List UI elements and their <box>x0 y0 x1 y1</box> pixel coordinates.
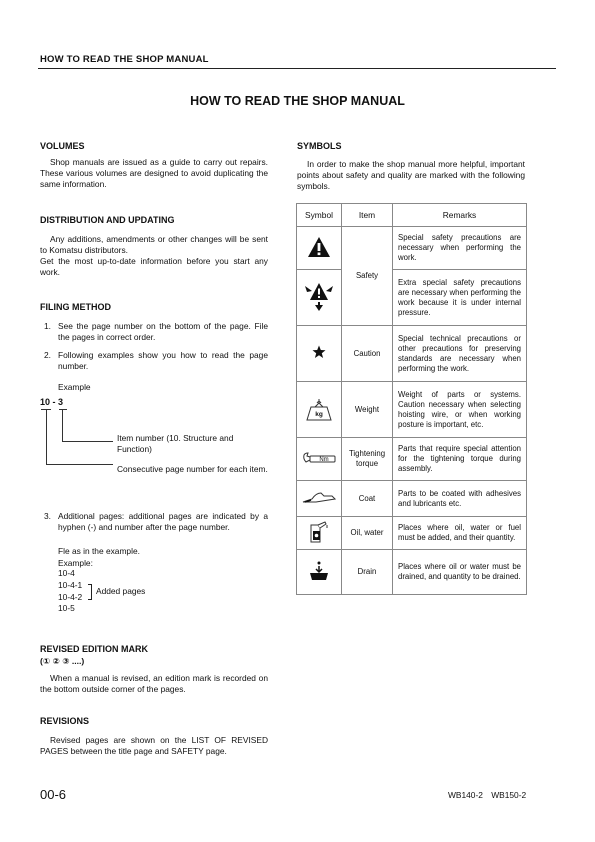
example-label: Example <box>58 382 91 392</box>
volumes-heading: VOLUMES <box>40 141 85 151</box>
coat-icon <box>302 490 336 504</box>
remarks-cell: Special safety precautions are necessary when performing the work. <box>393 227 527 270</box>
remarks-cell: Weight of parts or systems. Caution necessary when selecting hoisting wire, or when working posture is important, etc. <box>393 382 527 438</box>
table-row <box>297 517 527 550</box>
distribution-text-1: Any additions, amendments or other changes will be sent to Komatsu distributors. <box>40 234 268 255</box>
remarks-cell: Special technical precautions or other precautions for preserving standards are necessary when performing the work. <box>393 326 527 382</box>
remarks-cell: Places where oil or water must be drained, and quantity to be drained. <box>393 550 527 595</box>
remarks-cell: Parts that require special attention for the tightening torque during assembly. <box>393 438 527 481</box>
revised-mark-symbols: (① ② ③ ....) <box>40 656 85 666</box>
filing-item-3-num: 3. <box>44 511 51 521</box>
item-cell-oil-water: Oil, water <box>342 517 393 550</box>
bracket-line-left <box>46 409 47 464</box>
item-cell-caution: Caution <box>342 326 393 382</box>
added-page-4: 10-5 <box>58 603 75 613</box>
revised-mark-text: When a manual is revised, an edition mark is recorded on the bottom outside corner of the pages. <box>40 673 268 694</box>
label-consecutive: Consecutive page number for each item. <box>117 464 268 474</box>
filing-list-1 <box>40 321 268 343</box>
revised-mark-heading: REVISED EDITION MARK <box>40 644 149 654</box>
remarks-cell: Places where oil, water or fuel must be added, and their quantity. <box>393 517 527 550</box>
symbols-heading: SYMBOLS <box>297 141 342 151</box>
symbol-cell <box>297 517 342 550</box>
volumes-text: Shop manuals are issued as a guide to carry out repairs. These various volumes are designed to avoid duplicating the same information. <box>40 157 268 189</box>
filing-list-3 <box>40 511 268 533</box>
filing-heading: FILING METHOD <box>40 302 111 312</box>
filing-item-3-example: Example: <box>58 558 93 568</box>
table-row <box>297 481 527 517</box>
symbols-intro: In order to make the shop manual more helpful, important points about safety and quality are marked with the following symbols. <box>297 159 525 191</box>
table-row <box>297 382 527 438</box>
table-row <box>297 326 527 382</box>
table-row <box>297 550 527 595</box>
filing-list-2 <box>40 350 268 372</box>
added-page-2: 10-4-1 <box>58 580 83 590</box>
filing-item-1 <box>40 321 268 343</box>
filing-item-2-text: Following examples show you how to read the page number. <box>58 350 268 371</box>
header-rule <box>38 68 556 69</box>
filing-item-1-num: 1. <box>44 321 51 331</box>
weight-icon-label: kg <box>315 410 323 418</box>
label-item-number: Item number (10. Structure and Function) <box>117 433 234 454</box>
added-page-1: 10-4 <box>58 568 75 578</box>
page-title: HOW TO READ THE SHOP MANUAL <box>190 94 405 108</box>
col-remarks: Remarks <box>393 204 527 227</box>
torque-icon-label: Nm <box>319 456 329 463</box>
item-cell-coat: Coat <box>342 481 393 517</box>
footer-page-number: 00-6 <box>40 787 67 802</box>
table-row <box>297 438 527 481</box>
symbol-cell <box>297 481 342 517</box>
added-pages-bracket <box>88 584 92 600</box>
footer-model-numbers: WB140-2 WB150-2 <box>448 790 527 800</box>
added-pages-label: Added pages <box>96 586 146 596</box>
bracket-line-consecutive <box>46 464 113 465</box>
filing-item-2-num: 2. <box>44 350 51 360</box>
symbol-cell <box>297 270 342 326</box>
pressure-warning-icon <box>304 280 334 312</box>
remarks-cell: Extra special safety precautions are necessary when performing the work because it is under internal pressure. <box>393 270 527 326</box>
running-header: HOW TO READ THE SHOP MANUAL <box>40 54 209 65</box>
warning-triangle-icon <box>307 236 331 258</box>
table-row <box>297 270 527 326</box>
revisions-text: Revised pages are shown on the LIST OF REVISED PAGES between the title page and SAFETY page. <box>40 735 268 756</box>
added-page-3: 10-4-2 <box>58 592 83 602</box>
col-symbol: Symbol <box>297 204 342 227</box>
symbol-cell <box>297 227 342 270</box>
filing-item-2 <box>40 350 268 372</box>
filing-item-3 <box>40 511 268 533</box>
bracket-line-item <box>62 441 113 442</box>
revisions-heading: REVISIONS <box>40 716 90 726</box>
bracket-tick-right <box>59 409 67 410</box>
table-row <box>297 227 527 270</box>
item-cell-torque: Tightening torque <box>342 438 393 481</box>
bracket-line-right <box>62 409 63 441</box>
symbols-table-header <box>297 204 527 227</box>
drain-icon <box>308 560 330 582</box>
weight-icon <box>304 398 334 422</box>
distribution-text-2: Get the most up-to-date information before you start any work. <box>40 256 268 277</box>
oil-can-icon <box>307 521 331 543</box>
distribution-heading: DISTRIBUTION AND UPDATING <box>40 215 175 225</box>
filing-item-3-text: Additional pages: additional pages are indicated by a hyphen (-) and number after the page number. <box>58 511 268 532</box>
col-item: Item <box>342 204 393 227</box>
symbol-cell <box>297 326 342 382</box>
star-icon <box>312 345 326 359</box>
symbols-table <box>296 203 527 595</box>
item-cell-drain: Drain <box>342 550 393 595</box>
filing-item-1-text: See the page number on the bottom of the page. File the pages in correct order. <box>58 321 268 342</box>
symbol-cell <box>297 382 342 438</box>
filing-item-3-line2: Fle as in the example. <box>58 546 140 556</box>
example-page-number: 10 - 3 <box>40 397 64 407</box>
torque-wrench-icon <box>302 451 336 467</box>
item-cell-safety: Safety <box>342 227 393 326</box>
symbol-cell <box>297 550 342 595</box>
item-cell-weight: Weight <box>342 382 393 438</box>
remarks-cell: Parts to be coated with adhesives and lubricants etc. <box>393 481 527 517</box>
symbol-cell <box>297 438 342 481</box>
